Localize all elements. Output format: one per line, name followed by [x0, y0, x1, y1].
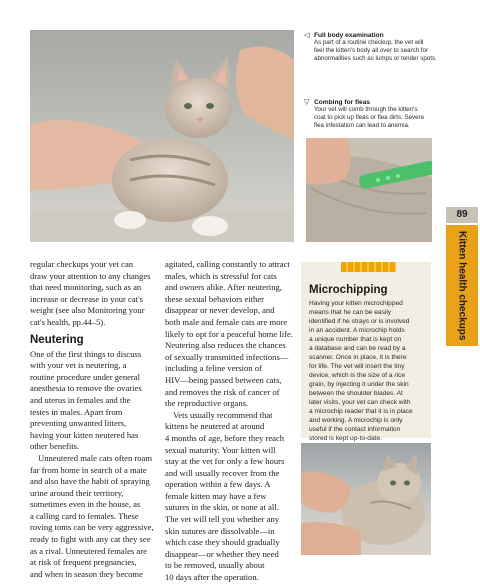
body-line: Unneutered male cats often roam [38, 452, 153, 463]
caption-full-body [304, 31, 437, 64]
body-line: and owners alike. After neutering, [165, 282, 282, 293]
caption-fleas [304, 98, 424, 131]
body-line: testes in males. Apart from [30, 406, 123, 417]
body-line: and will usually recover from the [165, 467, 280, 478]
body-line: sometimes even in the house, as [30, 499, 141, 510]
body-line: and also have the habit of spraying [30, 476, 150, 487]
body-column-2 [165, 259, 297, 584]
kitten-examination-photo [30, 30, 294, 242]
caption-full-body-title [304, 31, 437, 39]
body-line: the reproductive organs. [165, 398, 249, 409]
caption-line: flea infestation can lead to anemia. [314, 122, 410, 130]
body-line: Vets usually recommend that [173, 409, 273, 420]
box-line: for life. The vet will insert the tiny [309, 363, 405, 370]
body-line: of sexually transmitted infections— [165, 351, 289, 362]
caption-line: abnormalities such as lumps or tender spots. [314, 55, 437, 63]
box-line: useful if the contact information [309, 426, 401, 433]
body-line: a calling card to females. These [30, 510, 139, 521]
caption-title-text: Full body examination [314, 32, 384, 39]
body-line: with your vet is neutering, a [30, 360, 127, 371]
body-line: far from home in search of a mate [30, 464, 147, 475]
body-line: urine around their territory, [30, 487, 124, 498]
body-line: disappear—or whether they need [165, 548, 279, 559]
body-line: The vet will tell you whether any [165, 514, 280, 525]
body-line: routine procedure under general [30, 371, 140, 382]
body-line: which case they should gradually [165, 537, 280, 548]
caption-line: feel the kitten's body all over to search for [314, 47, 428, 55]
body-line: these sexual behaviors either [165, 293, 265, 304]
body-line: both male and female cats are more [165, 316, 288, 327]
box-line: a unique number that is kept on [309, 336, 402, 343]
body-column-1 [30, 259, 158, 580]
body-line: weight (see also Monitoring your [30, 305, 145, 316]
body-line: at risk of frequent pregnancies, [30, 557, 137, 568]
body-line: anesthesia to remove the ovaries [30, 383, 142, 394]
section-tab-text: Kitten health checkups [456, 230, 468, 341]
body-line: likely to opt for a peaceful home life. [165, 328, 293, 339]
box-line: scanner. Once in place, it is there [309, 354, 407, 361]
body-line: and uterus in females and the [30, 394, 131, 405]
microchipping-title: Microchipping [309, 284, 388, 296]
body-line: including a feline version of [165, 363, 262, 374]
body-line: to be removed, usually about [165, 560, 265, 571]
body-line: Neutering also reduces the chances [165, 340, 286, 351]
caption-line: Your vet will comb through the kitten's [314, 106, 418, 113]
box-line: means that he can be easily [309, 309, 392, 316]
box-line: Having your kitten microchipped [309, 300, 403, 307]
body-line: HIV—being passed between cats, [165, 374, 282, 385]
body-line: regular checkups your vet can [30, 259, 134, 269]
box-line: identified if he strays or is involved [309, 318, 410, 325]
body-line: ready to fight with any cat they see [30, 534, 151, 545]
body-line: stay at the vet for only a few hours [165, 456, 285, 467]
body-line: preventing unwanted litters, [30, 418, 127, 429]
caption-fleas-title [304, 98, 424, 106]
caption-line: As part of a routine checkup, the vet will [314, 39, 424, 46]
flea-comb-photo [306, 138, 432, 242]
left-arrow-icon: ◁ [304, 31, 310, 39]
box-line: between the shoulder blades. At [309, 390, 403, 397]
body-line: agitated, calling constantly to attract [165, 259, 290, 269]
body-line: sexual maturity. Your kitten will [165, 444, 276, 455]
body-line: and removes the risk of cancer of [165, 386, 280, 397]
box-line: stored is kept up-to-date. [309, 435, 382, 442]
body-line: operation within a few days. A [165, 479, 271, 490]
body-line: One of the first things to discuss [30, 348, 142, 359]
microchip-photo [301, 443, 431, 555]
body-line: kittens be neutered at around [165, 421, 265, 432]
microchipping-text [309, 299, 429, 443]
caption-title-text: Combing for fleas [314, 99, 371, 106]
box-line: in an accident. A microchip holds [309, 327, 405, 334]
body-line: cat's health, pp.44–5). [30, 316, 106, 327]
body-line: roving toms can be very aggressive, [30, 522, 154, 533]
section-heading-neutering: Neutering [30, 333, 84, 346]
body-line: sutures in the skin, or none at all. [165, 502, 279, 513]
body-line: other benefits. [30, 441, 80, 452]
box-line: later visits, your vet can check with [309, 399, 411, 406]
body-line: having your kitten neutered has [30, 429, 139, 440]
caption-line: coat to pick up fleas or flea dirts. Severe [314, 114, 425, 122]
body-line: increase or decrease in your cat's [30, 293, 143, 304]
page-number: 89 [446, 207, 478, 223]
box-line: a microchip reader that it is in place [309, 408, 413, 415]
body-line: disappear or never develop, and [165, 305, 275, 316]
box-accent-bar [341, 262, 396, 272]
box-line: device, which is the size of a rice [309, 372, 406, 379]
box-line: grain, by injecting it under the skin [309, 381, 409, 388]
body-line: 4 months of age, before they reach [165, 432, 285, 443]
body-line: skin sutures are dissolvable—in [165, 525, 275, 536]
body-line: 10 days after the operation. [165, 572, 259, 583]
box-line: a database and can be read by a [309, 345, 406, 352]
body-line: as a rival. Unneutered females are [30, 545, 147, 556]
section-tab-label [444, 228, 480, 343]
down-arrow-icon: ▽ [304, 98, 310, 106]
body-line: males, which is stressful for cats [165, 270, 277, 281]
body-line: draw your attention to any changes [30, 270, 151, 281]
box-line: and working. A microchip is only [309, 417, 403, 424]
body-line: female kitten may have a few [165, 490, 267, 501]
body-line: and when in season they become [30, 568, 143, 579]
body-line: that need monitoring, such as an [30, 282, 142, 293]
